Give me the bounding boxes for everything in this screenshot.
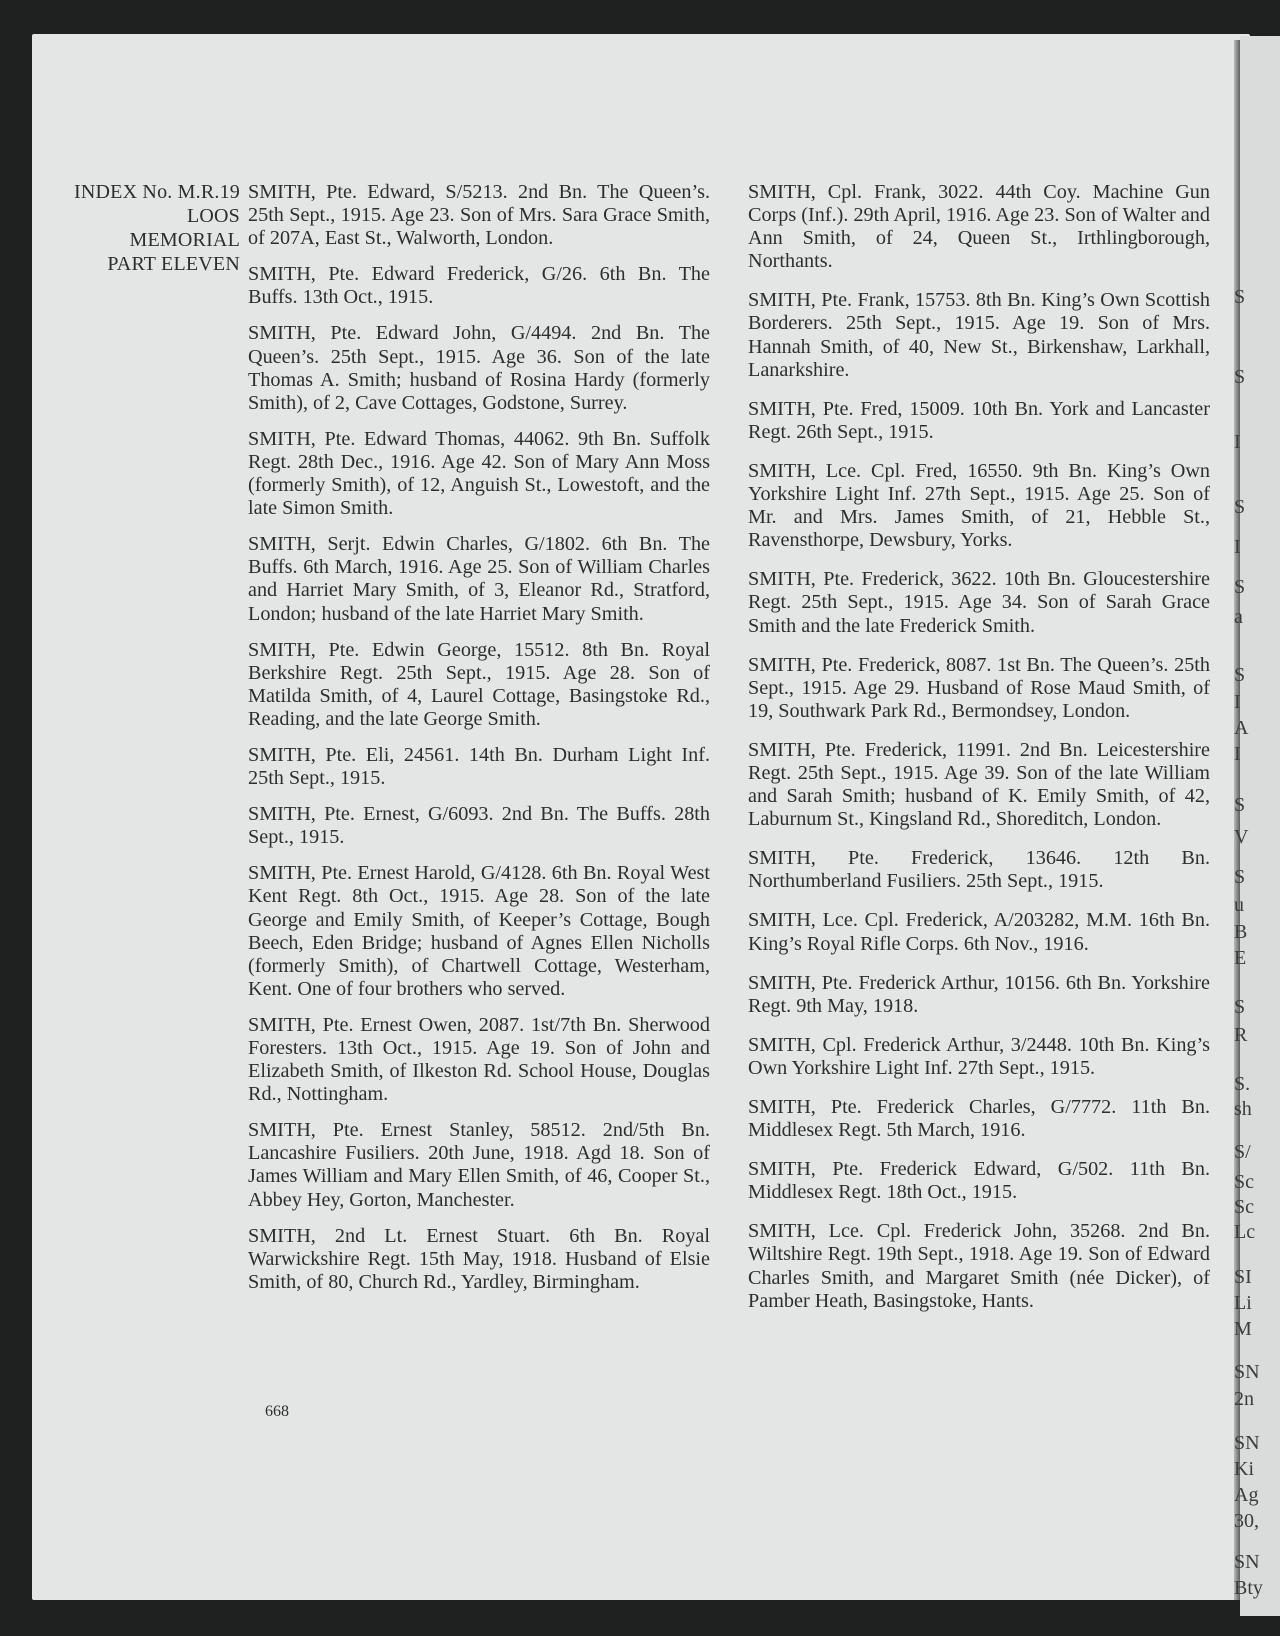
memorial-entry: SMITH, Pte. Frederick, 3622. 10th Bn. Gloucestershire Regt. 25th Sept., 1915. Age 34. Son of Sarah Grace Smith and the late Frederick Smith.	[748, 568, 1210, 637]
memorial-entry: SMITH, Cpl. Frank, 3022. 44th Coy. Machine Gun Corps (Inf.). 29th April, 1916. Age 23. Son of Walter and Ann Smith, of 24, Queen St., Irthlingborough, Northants.	[748, 181, 1210, 273]
memorial-entry: SMITH, Pte. Ernest, G/6093. 2nd Bn. The Buffs. 28th Sept., 1915.	[248, 803, 710, 849]
index-number: INDEX No. M.R.19	[74, 181, 240, 203]
memorial-entry: SMITH, Pte. Frank, 15753. 8th Bn. King’s Own Scottish Borderers. 25th Sept., 1915. Age 19. Son of Mrs. Hannah Smith, of 40, New St., Birkenshaw, Larkhall, Lanarkshire.	[748, 289, 1210, 381]
memorial-entry: SMITH, Pte. Frederick, 11991. 2nd Bn. Leicestershire Regt. 25th Sept., 1915. Age 39. Son of the late William and Sarah Smith; husband of K. Emily Smith, of 42, Laburnum St., Kingsland Rd., Shoreditch, London.	[748, 738, 1210, 831]
next-page-fragment: S.	[1234, 1073, 1251, 1095]
next-page-fragment: S	[1234, 576, 1246, 598]
next-page-fragment: V	[1234, 826, 1249, 848]
next-page-fragment: I	[1234, 431, 1241, 453]
next-page-fragment: Li	[1234, 1292, 1252, 1314]
next-page-fragment: I	[1234, 691, 1241, 713]
next-page-strip	[1234, 36, 1280, 1616]
memorial-entry: SMITH, Pte. Frederick, 13646. 12th Bn. Northumberland Fusiliers. 25th Sept., 1915.	[748, 847, 1210, 893]
next-page-fragment: Sc	[1234, 1171, 1254, 1193]
left-column	[248, 181, 710, 1307]
memorial-entry: SMITH, Lce. Cpl. Fred, 16550. 9th Bn. King’s Own Yorkshire Light Inf. 27th Sept., 1915. Age 25. Son of Mr. and Mrs. James Smith, of 21, Hebble St., Ravensthorpe, Dewsbury, Yorks.	[748, 459, 1210, 552]
next-page-fragment: Ag	[1234, 1484, 1259, 1506]
memorial-entry: SMITH, Pte. Frederick Arthur, 10156. 6th Bn. Yorkshire Regt. 9th May, 1918.	[748, 971, 1210, 1017]
next-page-fragment: SN	[1234, 1432, 1260, 1454]
next-page-fragment: u	[1234, 894, 1244, 916]
memorial-entry: SMITH, Pte. Ernest Harold, G/4128. 6th Bn. Royal West Kent Regt. 8th Oct., 1915. Age 28. Son of the late George and Emily Smith, of Keeper’s Cottage, Bough Beech, Eden Bridge; husband of Agnes Ellen Nicholls (formerly Smith), of Chartwell Cottage, Westerham, Kent. One of four brothers who served.	[248, 862, 710, 1000]
memorial-entry: SMITH, Pte. Edward John, G/4494. 2nd Bn. The Queen’s. 25th Sept., 1915. Age 36. Son of the late Thomas A. Smith; husband of Rosina Hardy (formerly Smith), of 2, Cave Cottages, Godstone, Surrey.	[248, 322, 710, 414]
memorial-entry: SMITH, Pte. Frederick, 8087. 1st Bn. The Queen’s. 25th Sept., 1915. Age 29. Husband of Rose Maud Smith, of 19, Southwark Park Rd., Bermondsey, London.	[748, 653, 1210, 722]
next-page-fragment: 30,	[1234, 1510, 1259, 1532]
next-page-fragment: SI	[1234, 1266, 1252, 1288]
next-page-fragment: SN	[1234, 1551, 1260, 1573]
next-page-fragment: Bty	[1234, 1577, 1263, 1599]
next-page-fragment: I	[1234, 743, 1241, 765]
next-page-fragment: Ki	[1234, 1458, 1254, 1480]
next-page-fragment: R	[1234, 1024, 1248, 1046]
next-page-fragment: a	[1234, 606, 1243, 628]
next-page-fragment: S	[1234, 366, 1246, 388]
next-page-fragment: A	[1234, 717, 1249, 739]
memorial-entry: SMITH, 2nd Lt. Ernest Stuart. 6th Bn. Royal Warwickshire Regt. 15th May, 1918. Husband of Elsie Smith, of 80, Church Rd., Yardley, Birmingham.	[248, 1224, 710, 1293]
memorial-entry: SMITH, Pte. Ernest Owen, 2087. 1st/7th Bn. Sherwood Foresters. 13th Oct., 1915. Age 19. Son of John and Elizabeth Smith, of Ilkeston Rd. School House, Douglas Rd., Nottingham.	[248, 1013, 710, 1106]
next-page-fragment: S	[1234, 286, 1246, 308]
memorial-entry: SMITH, Pte. Frederick Edward, G/502. 11th Bn. Middlesex Regt. 18th Oct., 1915.	[748, 1158, 1210, 1204]
part-label: PART ELEVEN	[107, 253, 240, 275]
memorial-name: LOOS	[186, 205, 240, 227]
next-page-fragment: M	[1234, 1318, 1252, 1340]
memorial-entry: SMITH, Pte. Ernest Stanley, 58512. 2nd/5th Bn. Lancashire Fusiliers. 20th June, 1918. Agd 18. Son of James William and Mary Ellen Smith, of 46, Cooper St., Abbey Hey, Gorton, Manchester.	[248, 1119, 710, 1211]
memorial-entry: SMITH, Pte. Edward Thomas, 44062. 9th Bn. Suffolk Regt. 28th Dec., 1916. Age 42. Son of Mary Ann Moss (formerly Smith), of 12, Anguish St., Lowestoft, and the late Simon Smith.	[248, 427, 710, 520]
memorial-entry: SMITH, Pte. Edward, S/5213. 2nd Bn. The Queen’s. 25th Sept., 1915. Age 23. Son of Mrs. Sara Grace Smith, of 207A, East St., Walworth, London.	[248, 181, 710, 250]
next-page-fragment: 2n	[1234, 1388, 1254, 1410]
memorial-label: MEMORIAL	[129, 229, 240, 251]
next-page-fragment: E	[1234, 947, 1247, 969]
next-page-fragment: S	[1234, 866, 1246, 888]
memorial-entry: SMITH, Lce. Cpl. Frederick John, 35268. 2nd Bn. Wiltshire Regt. 19th Sept., 1918. Age 19. Son of Edward Charles Smith, and Margaret Smith (née Dicker), of Pamber Heath, Basingstoke, Hants.	[748, 1220, 1210, 1312]
right-column	[748, 181, 1210, 1329]
memorial-entry: SMITH, Pte. Edwin George, 15512. 8th Bn. Royal Berkshire Regt. 25th Sept., 1915. Age 28. Son of Matilda Smith, of 4, Laurel Cottage, Basingstoke Rd., Reading, and the late George Smith.	[248, 638, 710, 730]
index-header	[44, 180, 240, 276]
memorial-entry: SMITH, Serjt. Edwin Charles, G/1802. 6th Bn. The Buffs. 6th March, 1916. Age 25. Son of William Charles and Harriet Mary Smith, of 3, Eleanor Rd., Stratford, London; husband of the late Harriet Mary Smith.	[248, 533, 710, 625]
next-page-fragment: S	[1234, 794, 1246, 816]
next-page-fragment: sh	[1234, 1098, 1252, 1120]
memorial-entry: SMITH, Lce. Cpl. Frederick, A/203282, M.M. 16th Bn. King’s Royal Rifle Corps. 6th Nov., 1916.	[748, 909, 1210, 955]
memorial-entry: SMITH, Cpl. Frederick Arthur, 3/2448. 10th Bn. King’s Own Yorkshire Light Inf. 27th Sept., 1915.	[748, 1033, 1210, 1079]
memorial-entry: SMITH, Pte. Frederick Charles, G/7772. 11th Bn. Middlesex Regt. 5th March, 1916.	[748, 1096, 1210, 1142]
next-page-fragment: SN	[1234, 1361, 1260, 1383]
memorial-entry: SMITH, Pte. Edward Frederick, G/26. 6th Bn. The Buffs. 13th Oct., 1915.	[248, 263, 710, 309]
next-page-fragment: I	[1234, 536, 1241, 558]
next-page-fragment: S	[1234, 996, 1246, 1018]
next-page-fragment: Lc	[1234, 1221, 1256, 1243]
next-page-fragment: S	[1234, 496, 1246, 518]
page-number: 668	[265, 1403, 289, 1420]
next-page-fragment: S/	[1234, 1141, 1251, 1163]
memorial-entry: SMITH, Pte. Fred, 15009. 10th Bn. York and Lancaster Regt. 26th Sept., 1915.	[748, 397, 1210, 443]
next-page-fragment: S	[1234, 664, 1246, 686]
next-page-fragment: Sc	[1234, 1196, 1254, 1218]
next-page-fragment: B	[1234, 921, 1248, 943]
memorial-entry: SMITH, Pte. Eli, 24561. 14th Bn. Durham Light Inf. 25th Sept., 1915.	[248, 743, 710, 790]
